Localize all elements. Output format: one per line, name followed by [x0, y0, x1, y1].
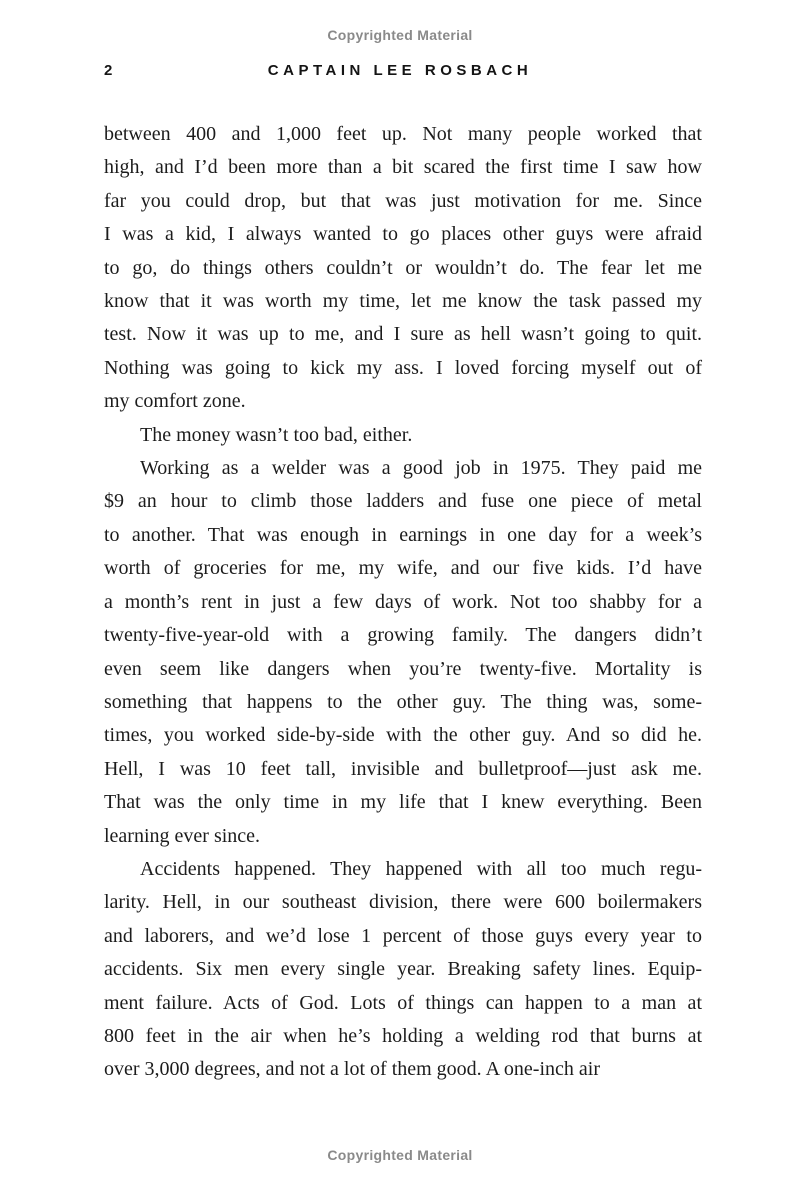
text-line: I was a kid, I always wanted to go places other guys were afraid	[104, 223, 702, 246]
text-line: to go, do things others couldn’t or wouldn’t do. The fear let me	[104, 256, 702, 279]
text-line: 800 feet in the air when he’s holding a welding rod that burns at	[104, 1024, 702, 1047]
paragraph	[104, 853, 702, 1087]
paragraph	[104, 118, 702, 419]
page-number: 2	[104, 62, 113, 79]
text-line: far you could drop, but that was just motivation for me. Since	[104, 189, 702, 212]
text-line: something that happens to the other guy. The thing was, some-	[104, 690, 702, 713]
body-text	[104, 118, 702, 1087]
text-line: over 3,000 degrees, and not a lot of them good. A one-inch air	[104, 1058, 600, 1081]
page-header	[0, 62, 800, 82]
text-line: The money wasn’t too bad, either.	[140, 423, 413, 446]
text-line: my comfort zone.	[104, 390, 246, 413]
text-line: Accidents happened. They happened with all too much regu-	[140, 857, 702, 880]
text-line: larity. Hell, in our southeast division, there were 600 boilermakers	[104, 891, 702, 914]
text-line: high, and I’d been more than a bit scared the first time I saw how	[104, 156, 702, 179]
text-line: times, you worked side-by-side with the other guy. And so did he.	[104, 724, 702, 747]
copyright-notice-bottom: Copyrighted Material	[327, 1147, 473, 1163]
paragraph	[104, 452, 702, 853]
text-line: $9 an hour to climb those ladders and fuse one piece of metal	[104, 490, 702, 513]
text-line: Working as a welder was a good job in 1975. They paid me	[140, 457, 702, 480]
text-line: ment failure. Acts of God. Lots of things can happen to a man at	[104, 991, 702, 1014]
text-line: to another. That was enough in earnings in one day for a week’s	[104, 523, 702, 546]
text-line: twenty-five-year-old with a growing family. The dangers didn’t	[104, 624, 702, 647]
text-line: even seem like dangers when you’re twenty-five. Mortality is	[104, 657, 702, 680]
text-line: between 400 and 1,000 feet up. Not many people worked that	[104, 123, 702, 145]
running-title: CAPTAIN LEE ROSBACH	[267, 62, 533, 79]
text-line: worth of groceries for me, my wife, and our five kids. I’d have	[104, 557, 702, 580]
text-line: test. Now it was up to me, and I sure as hell wasn’t going to quit.	[104, 323, 702, 346]
text-line: That was the only time in my life that I knew everything. Been	[104, 791, 702, 814]
text-line: accidents. Six men every single year. Breaking safety lines. Equip-	[104, 958, 702, 981]
text-line: know that it was worth my time, let me know the task passed my	[104, 290, 702, 313]
text-line: Hell, I was 10 feet tall, invisible and bulletproof—just ask me.	[104, 757, 702, 780]
paragraph	[104, 419, 702, 452]
text-line: and laborers, and we’d lose 1 percent of those guys every year to	[104, 924, 702, 947]
copyright-notice-top: Copyrighted Material	[327, 27, 473, 43]
text-line: a month’s rent in just a few days of work. Not too shabby for a	[104, 590, 702, 613]
text-line: Nothing was going to kick my ass. I loved forcing myself out of	[104, 356, 702, 379]
text-line: learning ever since.	[104, 824, 261, 847]
